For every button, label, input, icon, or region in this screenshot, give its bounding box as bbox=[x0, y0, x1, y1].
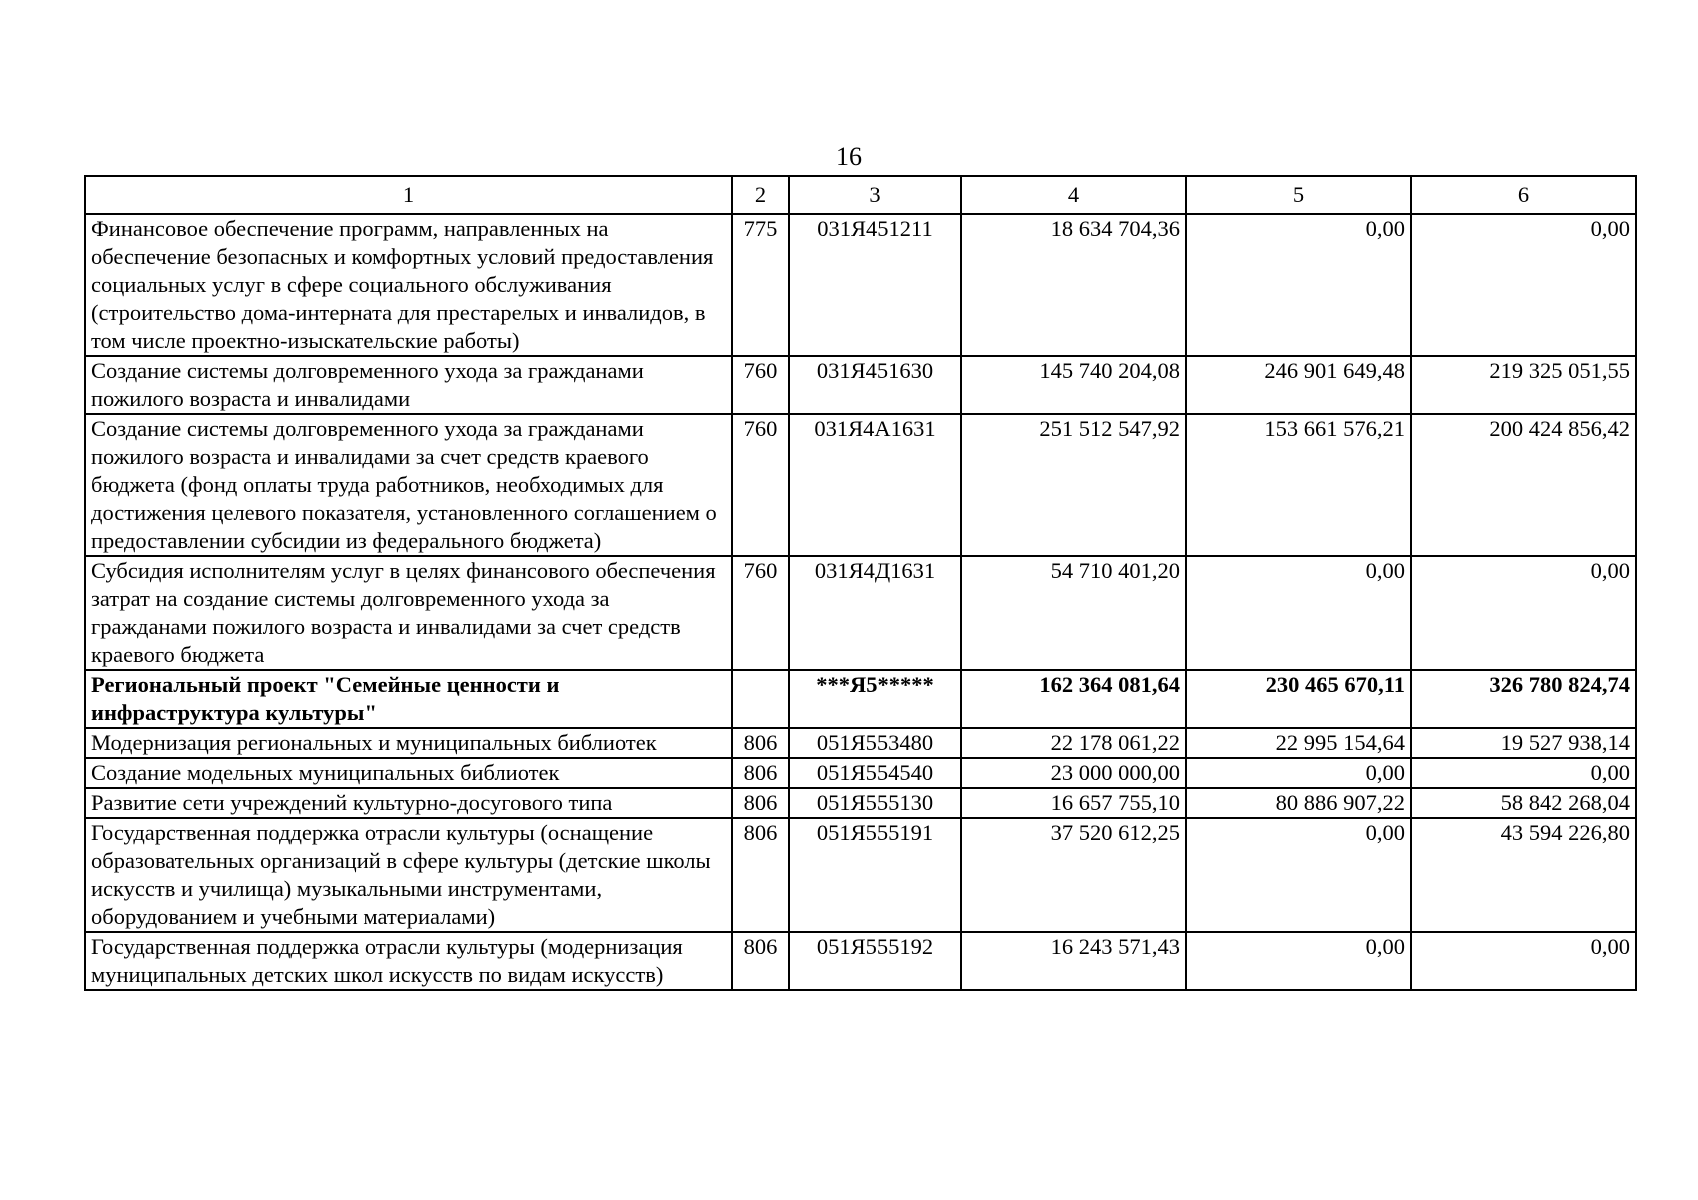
row-amount-col-5: 22 995 154,64 bbox=[1186, 728, 1411, 758]
table-row bbox=[85, 414, 1636, 556]
table-row bbox=[85, 728, 1636, 758]
row-amount-col-6: 0,00 bbox=[1411, 214, 1636, 356]
row-amount-col-4: 37 520 612,25 bbox=[961, 818, 1186, 932]
table-row bbox=[85, 556, 1636, 670]
row-amount-col-5: 230 465 670,11 bbox=[1186, 670, 1411, 728]
row-code: 031Я451211 bbox=[789, 214, 961, 356]
row-amount-col-6: 326 780 824,74 bbox=[1411, 670, 1636, 728]
row-description: Создание системы долговременного ухода за гражданами пожилого возраста и инвалидами за счет средств краевого бюджета (фонд оплаты труда работников, необходимых для достижения целевого показателя, установленного соглашением о предоставлении субсидии из федерального бюджета) bbox=[85, 414, 732, 556]
row-code: 051Я555192 bbox=[789, 932, 961, 990]
row-amount-col-6: 58 842 268,04 bbox=[1411, 788, 1636, 818]
row-amount-col-5: 153 661 576,21 bbox=[1186, 414, 1411, 556]
row-col-2: 760 bbox=[732, 356, 789, 414]
row-amount-col-5: 0,00 bbox=[1186, 556, 1411, 670]
table-row-project bbox=[85, 670, 1636, 728]
row-amount-col-4: 18 634 704,36 bbox=[961, 214, 1186, 356]
row-amount-col-6: 0,00 bbox=[1411, 556, 1636, 670]
row-amount-col-4: 251 512 547,92 bbox=[961, 414, 1186, 556]
row-code: 051Я553480 bbox=[789, 728, 961, 758]
row-description: Создание модельных муниципальных библиотек bbox=[85, 758, 732, 788]
row-description: Модернизация региональных и муниципальных библиотек bbox=[85, 728, 732, 758]
table-row bbox=[85, 214, 1636, 356]
page-number: 16 bbox=[836, 142, 862, 171]
row-amount-col-4: 145 740 204,08 bbox=[961, 356, 1186, 414]
row-code: 051Я554540 bbox=[789, 758, 961, 788]
row-amount-col-6: 19 527 938,14 bbox=[1411, 728, 1636, 758]
row-code: ***Я5***** bbox=[789, 670, 961, 728]
row-description: Региональный проект "Семейные ценности и инфраструктура культуры" bbox=[85, 670, 732, 728]
row-col-2: 806 bbox=[732, 818, 789, 932]
row-description: Государственная поддержка отрасли культуры (модернизация муниципальных детских школ искусств по видам искусств) bbox=[85, 932, 732, 990]
row-amount-col-4: 23 000 000,00 bbox=[961, 758, 1186, 788]
row-code: 031Я4А1631 bbox=[789, 414, 961, 556]
row-amount-col-6: 200 424 856,42 bbox=[1411, 414, 1636, 556]
row-amount-col-4: 162 364 081,64 bbox=[961, 670, 1186, 728]
table-body bbox=[85, 214, 1636, 990]
header-col-6: 6 bbox=[1411, 176, 1636, 214]
row-col-2: 806 bbox=[732, 758, 789, 788]
header-col-4: 4 bbox=[961, 176, 1186, 214]
row-amount-col-5: 246 901 649,48 bbox=[1186, 356, 1411, 414]
row-amount-col-6: 43 594 226,80 bbox=[1411, 818, 1636, 932]
row-amount-col-5: 0,00 bbox=[1186, 214, 1411, 356]
row-description: Развитие сети учреждений культурно-досугового типа bbox=[85, 788, 732, 818]
row-col-2: 760 bbox=[732, 414, 789, 556]
row-amount-col-4: 16 243 571,43 bbox=[961, 932, 1186, 990]
row-col-2: 806 bbox=[732, 932, 789, 990]
row-col-2: 775 bbox=[732, 214, 789, 356]
row-col-2: 806 bbox=[732, 728, 789, 758]
row-col-2: 806 bbox=[732, 788, 789, 818]
row-description: Создание системы долговременного ухода за гражданами пожилого возраста и инвалидами bbox=[85, 356, 732, 414]
row-code: 031Я451630 bbox=[789, 356, 961, 414]
row-description: Государственная поддержка отрасли культуры (оснащение образовательных организаций в сфере культуры (детские школы искусств и училища) музыкальными инструментами, оборудованием и учебными материалами) bbox=[85, 818, 732, 932]
row-amount-col-4: 54 710 401,20 bbox=[961, 556, 1186, 670]
header-row bbox=[85, 176, 1636, 214]
header-col-2: 2 bbox=[732, 176, 789, 214]
header-col-3: 3 bbox=[789, 176, 961, 214]
row-col-2 bbox=[732, 670, 789, 728]
table-row bbox=[85, 818, 1636, 932]
table-row bbox=[85, 758, 1636, 788]
row-col-2: 760 bbox=[732, 556, 789, 670]
row-amount-col-5: 0,00 bbox=[1186, 758, 1411, 788]
row-code: 031Я4Д1631 bbox=[789, 556, 961, 670]
header-col-1: 1 bbox=[85, 176, 732, 214]
budget-table bbox=[84, 175, 1637, 991]
row-description: Финансовое обеспечение программ, направленных на обеспечение безопасных и комфортных условий предоставления социальных услуг в сфере социального обслуживания (строительство дома-интерната для престарелых и инвалидов, в том числе проектно-изыскательские работы) bbox=[85, 214, 732, 356]
row-amount-col-4: 22 178 061,22 bbox=[961, 728, 1186, 758]
row-code: 051Я555191 bbox=[789, 818, 961, 932]
table-row bbox=[85, 932, 1636, 990]
row-amount-col-6: 0,00 bbox=[1411, 932, 1636, 990]
table-row bbox=[85, 356, 1636, 414]
row-description: Субсидия исполнителям услуг в целях финансового обеспечения затрат на создание системы долговременного ухода за гражданами пожилого возраста и инвалидами за счет средств краевого бюджета bbox=[85, 556, 732, 670]
header-col-5: 5 bbox=[1186, 176, 1411, 214]
row-amount-col-6: 0,00 bbox=[1411, 758, 1636, 788]
row-amount-col-4: 16 657 755,10 bbox=[961, 788, 1186, 818]
row-amount-col-6: 219 325 051,55 bbox=[1411, 356, 1636, 414]
table-row bbox=[85, 788, 1636, 818]
row-amount-col-5: 0,00 bbox=[1186, 818, 1411, 932]
row-amount-col-5: 0,00 bbox=[1186, 932, 1411, 990]
row-amount-col-5: 80 886 907,22 bbox=[1186, 788, 1411, 818]
row-code: 051Я555130 bbox=[789, 788, 961, 818]
